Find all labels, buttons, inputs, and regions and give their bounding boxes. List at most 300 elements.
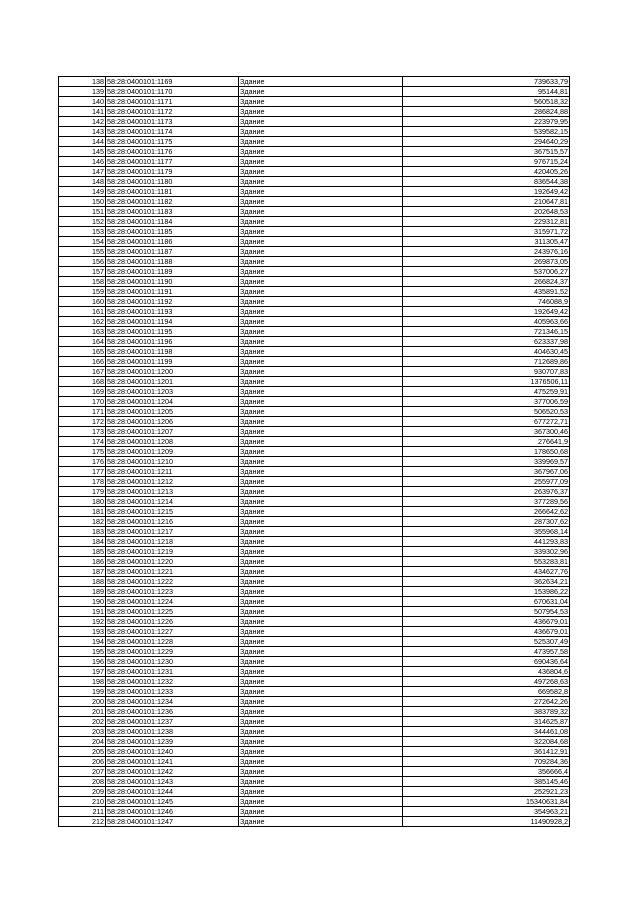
row-number-cell: 153: [59, 227, 106, 237]
object-type-cell: Здание: [239, 107, 403, 117]
row-number-cell: 176: [59, 457, 106, 467]
table-row: [59, 607, 570, 617]
object-type-cell: Здание: [239, 487, 403, 497]
object-type-cell: Здание: [239, 147, 403, 157]
row-number-cell: 152: [59, 217, 106, 227]
table-row: [59, 497, 570, 507]
cadastral-number-cell: 58:28:0400101:1171: [106, 97, 239, 107]
object-type-cell: Здание: [239, 687, 403, 697]
row-number-cell: 167: [59, 367, 106, 377]
table-row: [59, 667, 570, 677]
row-number-cell: 169: [59, 387, 106, 397]
row-number-cell: 177: [59, 467, 106, 477]
row-number-cell: 164: [59, 337, 106, 347]
cadastral-value-cell: 507954,53: [403, 607, 570, 617]
table-row: [59, 737, 570, 747]
row-number-cell: 172: [59, 417, 106, 427]
object-type-cell: Здание: [239, 297, 403, 307]
cadastral-number-cell: 58:28:0400101:1199: [106, 357, 239, 367]
object-type-cell: Здание: [239, 227, 403, 237]
cadastral-value-cell: 153986,22: [403, 587, 570, 597]
table-row: [59, 767, 570, 777]
table-row: [59, 637, 570, 647]
row-number-cell: 160: [59, 297, 106, 307]
row-number-cell: 207: [59, 767, 106, 777]
cadastral-value-cell: 623337,98: [403, 337, 570, 347]
table-row: [59, 227, 570, 237]
cadastral-value-cell: 192649,42: [403, 307, 570, 317]
row-number-cell: 143: [59, 127, 106, 137]
cadastral-value-cell: 709284,36: [403, 757, 570, 767]
row-number-cell: 144: [59, 137, 106, 147]
table-row: [59, 437, 570, 447]
cadastral-value-cell: 315971,72: [403, 227, 570, 237]
cadastral-number-cell: 58:28:0400101:1200: [106, 367, 239, 377]
row-number-cell: 168: [59, 377, 106, 387]
cadastral-number-cell: 58:28:0400101:1225: [106, 607, 239, 617]
cadastral-value-cell: 266642,62: [403, 507, 570, 517]
cadastral-value-cell: 367967,06: [403, 467, 570, 477]
table-row: [59, 557, 570, 567]
table-row: [59, 447, 570, 457]
cadastral-value-cell: 670631,04: [403, 597, 570, 607]
cadastral-number-cell: 58:28:0400101:1201: [106, 377, 239, 387]
row-number-cell: 201: [59, 707, 106, 717]
table-row: [59, 597, 570, 607]
cadastral-value-cell: 1376506,11: [403, 377, 570, 387]
object-type-cell: Здание: [239, 357, 403, 367]
cadastral-number-cell: 58:28:0400101:1243: [106, 777, 239, 787]
cadastral-value-cell: 344461,08: [403, 727, 570, 737]
row-number-cell: 179: [59, 487, 106, 497]
cadastral-value-cell: 314625,87: [403, 717, 570, 727]
row-number-cell: 209: [59, 787, 106, 797]
cadastral-number-cell: 58:28:0400101:1223: [106, 587, 239, 597]
cadastral-value-cell: 435891,52: [403, 287, 570, 297]
object-type-cell: Здание: [239, 597, 403, 607]
cadastral-number-cell: 58:28:0400101:1173: [106, 117, 239, 127]
object-type-cell: Здание: [239, 567, 403, 577]
row-number-cell: 156: [59, 257, 106, 267]
object-type-cell: Здание: [239, 437, 403, 447]
object-type-cell: Здание: [239, 77, 403, 87]
table-row: [59, 247, 570, 257]
row-number-cell: 157: [59, 267, 106, 277]
object-type-cell: Здание: [239, 427, 403, 437]
cadastral-number-cell: 58:28:0400101:1195: [106, 327, 239, 337]
cadastral-number-cell: 58:28:0400101:1227: [106, 627, 239, 637]
cadastral-value-cell: 294640,29: [403, 137, 570, 147]
cadastral-number-cell: 58:28:0400101:1196: [106, 337, 239, 347]
cadastral-value-cell: 272642,26: [403, 697, 570, 707]
object-type-cell: Здание: [239, 587, 403, 597]
cadastral-number-cell: 58:28:0400101:1231: [106, 667, 239, 677]
table-row: [59, 677, 570, 687]
cadastral-number-cell: 58:28:0400101:1185: [106, 227, 239, 237]
cadastral-number-cell: 58:28:0400101:1176: [106, 147, 239, 157]
table-row: [59, 207, 570, 217]
cadastral-number-cell: 58:28:0400101:1245: [106, 797, 239, 807]
cadastral-number-cell: 58:28:0400101:1232: [106, 677, 239, 687]
row-number-cell: 178: [59, 477, 106, 487]
object-type-cell: Здание: [239, 237, 403, 247]
cadastral-number-cell: 58:28:0400101:1246: [106, 807, 239, 817]
cadastral-value-cell: 192649,42: [403, 187, 570, 197]
cadastral-number-cell: 58:28:0400101:1189: [106, 267, 239, 277]
cadastral-value-cell: 286824,88: [403, 107, 570, 117]
row-number-cell: 185: [59, 547, 106, 557]
cadastral-number-cell: 58:28:0400101:1179: [106, 167, 239, 177]
cadastral-number-cell: 58:28:0400101:1186: [106, 237, 239, 247]
cadastral-number-cell: 58:28:0400101:1183: [106, 207, 239, 217]
cadastral-value-cell: 367300,46: [403, 427, 570, 437]
cadastral-value-cell: 255977,09: [403, 477, 570, 487]
object-type-cell: Здание: [239, 797, 403, 807]
cadastral-number-cell: 58:28:0400101:1216: [106, 517, 239, 527]
table-row: [59, 537, 570, 547]
object-type-cell: Здание: [239, 467, 403, 477]
cadastral-number-cell: 58:28:0400101:1238: [106, 727, 239, 737]
row-number-cell: 173: [59, 427, 106, 437]
cadastral-number-cell: 58:28:0400101:1204: [106, 397, 239, 407]
cadastral-number-cell: 58:28:0400101:1172: [106, 107, 239, 117]
table-row: [59, 777, 570, 787]
table-row: [59, 137, 570, 147]
cadastral-number-cell: 58:28:0400101:1188: [106, 257, 239, 267]
row-number-cell: 188: [59, 577, 106, 587]
cadastral-value-cell: 436679,01: [403, 617, 570, 627]
row-number-cell: 194: [59, 637, 106, 647]
table-row: [59, 717, 570, 727]
object-type-cell: Здание: [239, 217, 403, 227]
cadastral-value-cell: 339969,57: [403, 457, 570, 467]
row-number-cell: 200: [59, 697, 106, 707]
object-type-cell: Здание: [239, 547, 403, 557]
object-type-cell: Здание: [239, 337, 403, 347]
cadastral-value-cell: 276641,9: [403, 437, 570, 447]
row-number-cell: 182: [59, 517, 106, 527]
cadastral-number-cell: 58:28:0400101:1181: [106, 187, 239, 197]
table-row: [59, 657, 570, 667]
row-number-cell: 138: [59, 77, 106, 87]
cadastral-number-cell: 58:28:0400101:1242: [106, 767, 239, 777]
object-type-cell: Здание: [239, 747, 403, 757]
cadastral-value-cell: 836544,38: [403, 177, 570, 187]
object-type-cell: Здание: [239, 127, 403, 137]
object-type-cell: Здание: [239, 267, 403, 277]
row-number-cell: 154: [59, 237, 106, 247]
cadastral-number-cell: 58:28:0400101:1218: [106, 537, 239, 547]
cadastral-number-cell: 58:28:0400101:1236: [106, 707, 239, 717]
cadastral-value-cell: 677272,71: [403, 417, 570, 427]
row-number-cell: 211: [59, 807, 106, 817]
table-row: [59, 197, 570, 207]
table-row: [59, 147, 570, 157]
table-row: [59, 97, 570, 107]
table-row: [59, 757, 570, 767]
row-number-cell: 151: [59, 207, 106, 217]
cadastral-number-cell: 58:28:0400101:1233: [106, 687, 239, 697]
object-type-cell: Здание: [239, 537, 403, 547]
cadastral-value-cell: 269873,05: [403, 257, 570, 267]
object-type-cell: Здание: [239, 117, 403, 127]
row-number-cell: 210: [59, 797, 106, 807]
cadastral-value-cell: 525307,49: [403, 637, 570, 647]
object-type-cell: Здание: [239, 207, 403, 217]
table-row: [59, 157, 570, 167]
object-type-cell: Здание: [239, 497, 403, 507]
object-type-cell: Здание: [239, 367, 403, 377]
cadastral-number-cell: 58:28:0400101:1187: [106, 247, 239, 257]
cadastral-value-cell: 930707,83: [403, 367, 570, 377]
cadastral-value-cell: 746088,9: [403, 297, 570, 307]
table-row: [59, 587, 570, 597]
object-type-cell: Здание: [239, 417, 403, 427]
cadastral-value-cell: 405963,66: [403, 317, 570, 327]
cadastral-number-cell: 58:28:0400101:1215: [106, 507, 239, 517]
cadastral-number-cell: 58:28:0400101:1207: [106, 427, 239, 437]
row-number-cell: 139: [59, 87, 106, 97]
table-row: [59, 787, 570, 797]
object-type-cell: Здание: [239, 817, 403, 827]
cadastral-number-cell: 58:28:0400101:1194: [106, 317, 239, 327]
row-number-cell: 212: [59, 817, 106, 827]
cadastral-number-cell: 58:28:0400101:1224: [106, 597, 239, 607]
row-number-cell: 193: [59, 627, 106, 637]
cadastral-value-cell: 553283,81: [403, 557, 570, 567]
cadastral-number-cell: 58:28:0400101:1228: [106, 637, 239, 647]
cadastral-value-cell: 539582,15: [403, 127, 570, 137]
row-number-cell: 140: [59, 97, 106, 107]
object-type-cell: Здание: [239, 717, 403, 727]
object-type-cell: Здание: [239, 647, 403, 657]
cadastral-number-cell: 58:28:0400101:1182: [106, 197, 239, 207]
row-number-cell: 165: [59, 347, 106, 357]
table-row: [59, 187, 570, 197]
row-number-cell: 204: [59, 737, 106, 747]
cadastral-number-cell: 58:28:0400101:1170: [106, 87, 239, 97]
object-type-cell: Здание: [239, 637, 403, 647]
object-type-cell: Здание: [239, 777, 403, 787]
object-type-cell: Здание: [239, 407, 403, 417]
cadastral-value-cell: 322084,68: [403, 737, 570, 747]
row-number-cell: 190: [59, 597, 106, 607]
row-number-cell: 159: [59, 287, 106, 297]
cadastral-value-cell: 95144,81: [403, 87, 570, 97]
cadastral-number-cell: 58:28:0400101:1247: [106, 817, 239, 827]
cadastral-value-cell: 690436,64: [403, 657, 570, 667]
object-type-cell: Здание: [239, 327, 403, 337]
row-number-cell: 191: [59, 607, 106, 617]
table-row: [59, 627, 570, 637]
object-type-cell: Здание: [239, 317, 403, 327]
table-row: [59, 807, 570, 817]
cadastral-value-cell: 537006,27: [403, 267, 570, 277]
cadastral-value-cell: 506520,53: [403, 407, 570, 417]
cadastral-number-cell: 58:28:0400101:1169: [106, 77, 239, 87]
table-row: [59, 337, 570, 347]
object-type-cell: Здание: [239, 707, 403, 717]
cadastral-value-cell: 441293,83: [403, 537, 570, 547]
table-row: [59, 327, 570, 337]
row-number-cell: 192: [59, 617, 106, 627]
cadastral-value-cell: 229312,81: [403, 217, 570, 227]
cadastral-value-cell: 976715,24: [403, 157, 570, 167]
table-row: [59, 357, 570, 367]
cadastral-value-cell: 11490928,2: [403, 817, 570, 827]
cadastral-value-cell: 202648,53: [403, 207, 570, 217]
object-type-cell: Здание: [239, 477, 403, 487]
cadastral-number-cell: 58:28:0400101:1230: [106, 657, 239, 667]
cadastral-number-cell: 58:28:0400101:1180: [106, 177, 239, 187]
cadastral-number-cell: 58:28:0400101:1219: [106, 547, 239, 557]
object-type-cell: Здание: [239, 247, 403, 257]
table-row: [59, 317, 570, 327]
object-type-cell: Здание: [239, 277, 403, 287]
object-type-cell: Здание: [239, 757, 403, 767]
row-number-cell: 146: [59, 157, 106, 167]
cadastral-value-cell: 287307,62: [403, 517, 570, 527]
table-row: [59, 547, 570, 557]
table-row: [59, 567, 570, 577]
table-row: [59, 117, 570, 127]
cadastral-number-cell: 58:28:0400101:1234: [106, 697, 239, 707]
cadastral-value-cell: 404630,45: [403, 347, 570, 357]
cadastral-number-cell: 58:28:0400101:1239: [106, 737, 239, 747]
cadastral-number-cell: 58:28:0400101:1226: [106, 617, 239, 627]
object-type-cell: Здание: [239, 657, 403, 667]
cadastral-number-cell: 58:28:0400101:1209: [106, 447, 239, 457]
cadastral-value-cell: 223979,95: [403, 117, 570, 127]
cadastral-number-cell: 58:28:0400101:1206: [106, 417, 239, 427]
object-type-cell: Здание: [239, 517, 403, 527]
row-number-cell: 202: [59, 717, 106, 727]
cadastral-number-cell: 58:28:0400101:1210: [106, 457, 239, 467]
cadastral-number-cell: 58:28:0400101:1208: [106, 437, 239, 447]
table-row: [59, 577, 570, 587]
cadastral-number-cell: 58:28:0400101:1190: [106, 277, 239, 287]
object-type-cell: Здание: [239, 807, 403, 817]
table-row: [59, 217, 570, 227]
cadastral-number-cell: 58:28:0400101:1177: [106, 157, 239, 167]
object-type-cell: Здание: [239, 727, 403, 737]
cadastral-value-cell: 178650,68: [403, 447, 570, 457]
table-row: [59, 477, 570, 487]
row-number-cell: 197: [59, 667, 106, 677]
object-type-cell: Здание: [239, 157, 403, 167]
table-row: [59, 527, 570, 537]
cadastral-number-cell: 58:28:0400101:1244: [106, 787, 239, 797]
table-row: [59, 77, 570, 87]
table-row: [59, 747, 570, 757]
row-number-cell: 175: [59, 447, 106, 457]
cadastral-number-cell: 58:28:0400101:1220: [106, 557, 239, 567]
row-number-cell: 158: [59, 277, 106, 287]
cadastral-number-cell: 58:28:0400101:1191: [106, 287, 239, 297]
row-number-cell: 187: [59, 567, 106, 577]
cadastral-number-cell: 58:28:0400101:1229: [106, 647, 239, 657]
row-number-cell: 174: [59, 437, 106, 447]
cadastral-value-cell: 383789,32: [403, 707, 570, 717]
object-type-cell: Здание: [239, 557, 403, 567]
row-number-cell: 148: [59, 177, 106, 187]
cadastral-value-cell: 354963,21: [403, 807, 570, 817]
table-row: [59, 177, 570, 187]
cadastral-value-cell: 436804,6: [403, 667, 570, 677]
object-type-cell: Здание: [239, 447, 403, 457]
object-type-cell: Здание: [239, 507, 403, 517]
cadastral-value-cell: 311305,47: [403, 237, 570, 247]
row-number-cell: 155: [59, 247, 106, 257]
table-row: [59, 457, 570, 467]
table-row: [59, 687, 570, 697]
cadastral-value-cell: 420405,26: [403, 167, 570, 177]
cadastral-value-cell: 712689,86: [403, 357, 570, 367]
row-number-cell: 186: [59, 557, 106, 567]
table-row: [59, 267, 570, 277]
row-number-cell: 147: [59, 167, 106, 177]
table-row: [59, 697, 570, 707]
cadastral-number-cell: 58:28:0400101:1214: [106, 497, 239, 507]
cadastral-value-cell: 721346,15: [403, 327, 570, 337]
row-number-cell: 205: [59, 747, 106, 757]
table-row: [59, 487, 570, 497]
table-row: [59, 507, 570, 517]
cadastral-value-cell: 263976,37: [403, 487, 570, 497]
object-type-cell: Здание: [239, 137, 403, 147]
cadastral-value-cell: 355968,14: [403, 527, 570, 537]
cadastral-value-cell: 252921,23: [403, 787, 570, 797]
object-type-cell: Здание: [239, 667, 403, 677]
object-type-cell: Здание: [239, 527, 403, 537]
table-row: [59, 167, 570, 177]
object-type-cell: Здание: [239, 387, 403, 397]
cadastral-value-cell: 475259,91: [403, 387, 570, 397]
table-row: [59, 727, 570, 737]
table-row: [59, 277, 570, 287]
cadastral-number-cell: 58:28:0400101:1192: [106, 297, 239, 307]
cadastral-value-cell: 497268,63: [403, 677, 570, 687]
object-type-cell: Здание: [239, 197, 403, 207]
row-number-cell: 184: [59, 537, 106, 547]
cadastral-value-cell: 339302,96: [403, 547, 570, 557]
object-type-cell: Здание: [239, 87, 403, 97]
object-type-cell: Здание: [239, 677, 403, 687]
cadastral-value-cell: 739633,79: [403, 77, 570, 87]
table-row: [59, 407, 570, 417]
table-row: [59, 417, 570, 427]
object-type-cell: Здание: [239, 627, 403, 637]
row-number-cell: 170: [59, 397, 106, 407]
object-type-cell: Здание: [239, 177, 403, 187]
cadastral-number-cell: 58:28:0400101:1222: [106, 577, 239, 587]
table-row: [59, 257, 570, 267]
row-number-cell: 163: [59, 327, 106, 337]
object-type-cell: Здание: [239, 397, 403, 407]
cadastral-value-cell: 377006,59: [403, 397, 570, 407]
row-number-cell: 203: [59, 727, 106, 737]
cadastral-value-cell: 436679,01: [403, 627, 570, 637]
table-row: [59, 377, 570, 387]
object-type-cell: Здание: [239, 607, 403, 617]
object-type-cell: Здание: [239, 377, 403, 387]
object-type-cell: Здание: [239, 187, 403, 197]
table-row: [59, 617, 570, 627]
row-number-cell: 162: [59, 317, 106, 327]
table-row: [59, 297, 570, 307]
row-number-cell: 171: [59, 407, 106, 417]
row-number-cell: 206: [59, 757, 106, 767]
